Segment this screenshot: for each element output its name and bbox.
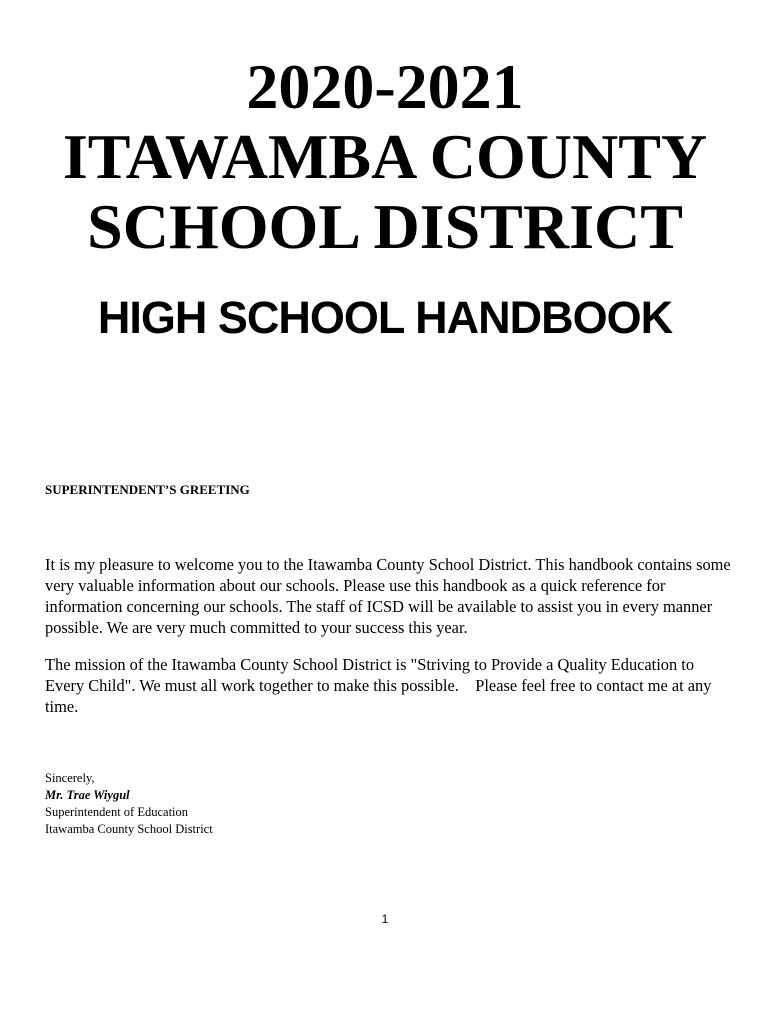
title-year: 2020-2021 <box>246 51 524 122</box>
title-county: ITAWAMBA COUNTY <box>62 121 708 192</box>
signer-name: Mr. Trae Wiygul <box>45 788 130 802</box>
signer-organization: Itawamba County School District <box>45 822 213 836</box>
handbook-subtitle: HIGH SCHOOL HANDBOOK <box>97 292 673 343</box>
document-title <box>0 52 770 262</box>
closing-text: Sincerely, <box>45 771 95 785</box>
signer-position: Superintendent of Education <box>45 805 189 819</box>
welcome-paragraph: It is my pleasure to welcome you to the Itawamba County School District. This handbook contains some very valuable information about our schools. Please use this handbook as a quick reference for information concerning our schools. The staff of ICSD will be available to assist you in every manner possible. We are very much committed to your success this year. <box>45 555 731 637</box>
title-district: SCHOOL DISTRICT <box>87 191 683 262</box>
section-heading: SUPERINTENDENT’S GREETING <box>45 482 250 497</box>
signature-block <box>45 770 213 838</box>
mission-paragraph: The mission of the Itawamba County School District is "Striving to Provide a Quality Education to Every Child". We must all work together to make this possible. Please feel free to contact me at any time. <box>45 655 716 716</box>
page-number: 1 <box>381 912 389 926</box>
